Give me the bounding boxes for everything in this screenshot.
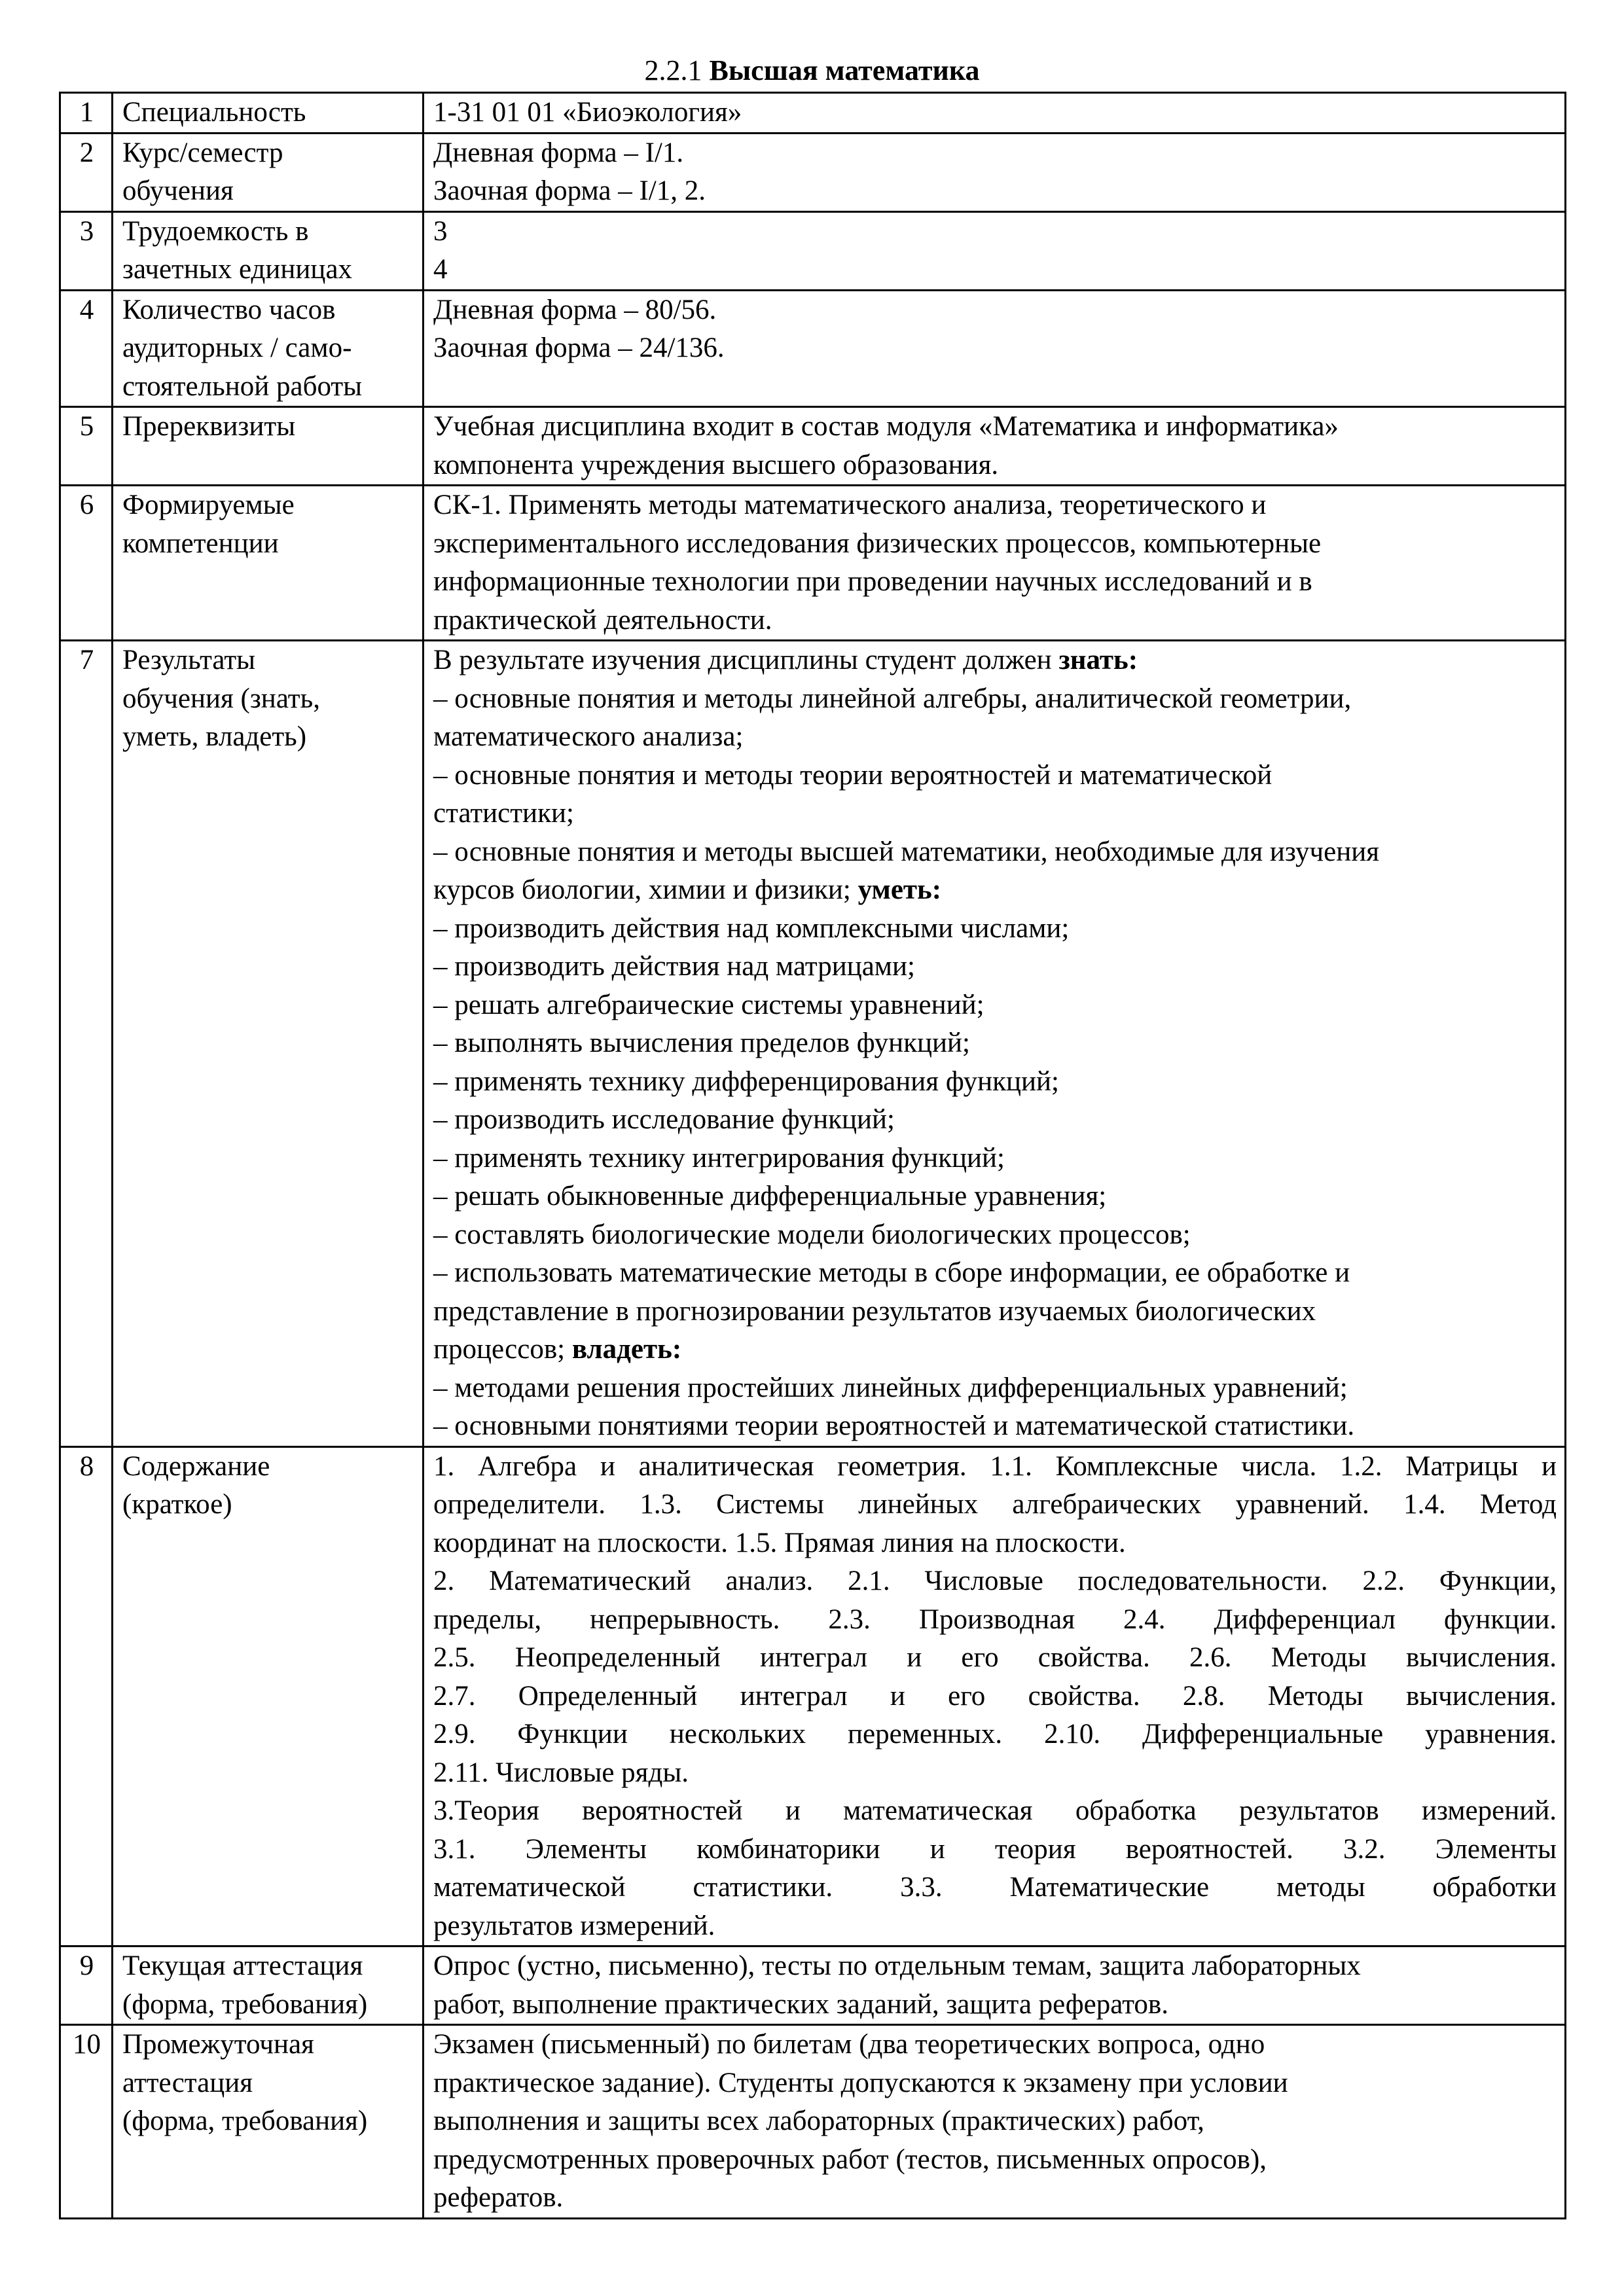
row-label: Специальность [113, 93, 424, 134]
table-row [60, 93, 1566, 134]
row-number: 7 [60, 641, 113, 1447]
table-row [60, 1946, 1566, 2025]
row-content: Опрос (устно, письменно), тесты по отдельным темам, защита лабораторных работ, выполнение практических заданий, защита рефератов. [424, 1946, 1566, 2025]
row-content: СК-1. Применять методы математического анализа, теоретического и экспериментального исследования физических процессов, компьютерные информационные технологии при проведении научных исследований и в практической деятельности. [424, 486, 1566, 641]
row-number: 9 [60, 1946, 113, 2025]
row-content: Дневная форма – 80/56. Заочная форма – 24/136. [424, 290, 1566, 407]
row-number: 3 [60, 211, 113, 290]
page-title [0, 54, 1624, 88]
row-label: Текущая аттестация (форма, требования) [113, 1946, 424, 2025]
row-content: Экзамен (письменный) по билетам (два теоретических вопроса, одно практическое задание). Студенты допускаются к экзамену при условии выполнения и защиты всех лабораторных (практических) работ, предусмотренных проверочных работ (тестов, письменных опросов), рефератов. [424, 2025, 1566, 2219]
table-row [60, 133, 1566, 211]
row-number: 1 [60, 93, 113, 134]
title-number: 2.2.1 [644, 54, 702, 86]
row-label: Курс/семестр обучения [113, 133, 424, 211]
row-label: Формируемые компетенции [113, 486, 424, 641]
row-content: 3 4 [424, 211, 1566, 290]
row-label: Пререквизиты [113, 407, 424, 486]
row-number: 2 [60, 133, 113, 211]
row-number: 8 [60, 1446, 113, 1946]
row-label: Количество часов аудиторных / само- стоятельной работы [113, 290, 424, 407]
row-number: 4 [60, 290, 113, 407]
row-content: 1-31 01 01 «Биоэкология» [424, 93, 1566, 134]
row-content: Учебная дисциплина входит в состав модуля «Математика и информатика» компонента учреждения высшего образования. [424, 407, 1566, 486]
row-label: Промежуточная аттестация (форма, требования) [113, 2025, 424, 2219]
row-number: 5 [60, 407, 113, 486]
row-content: Дневная форма – I/1. Заочная форма – I/1, 2. [424, 133, 1566, 211]
row-label: Трудоемкость в зачетных единицах [113, 211, 424, 290]
table-row [60, 486, 1566, 641]
row-number: 10 [60, 2025, 113, 2219]
row-content: В результате изучения дисциплины студент должен знать: – основные понятия и методы линейной алгебры, аналитической геометрии, математического анализа; – основные понятия и методы теории вероятностей и математической статистики; – основные понятия и методы высшей математики, необходимые для изучения курсов биологии, химии и физики; уметь: – производить действия над комплексными числами; – производить действия над матрицами; – решать алгебраические системы уравнений; – выполнять вычисления пределов функций; – применять технику дифференцирования функций; – производить исследование функций; – применять технику интегрирования функций; – решать обыкновенные дифференциальные уравнения; – составлять биологические модели биологических процессов; – использовать математические методы в сборе информации, ее обработке и представление в прогнозировании результатов изучаемых биологических процессов; владеть: – методами решения простейших линейных дифференциальных уравнений; – основными понятиями теории вероятностей и математической статистики. [424, 641, 1566, 1447]
table-row [60, 211, 1566, 290]
row-label: Результаты обучения (знать, уметь, владеть) [113, 641, 424, 1447]
table-row [60, 407, 1566, 486]
table-row [60, 2025, 1566, 2219]
specification-table [59, 92, 1566, 2219]
row-content: 1. Алгебра и аналитическая геометрия. 1.1. Комплексные числа. 1.2. Матрицы и определители. 1.3. Системы линейных алгебраических уравнений. 1.4. Метод координат на плоскости. 1.5. Прямая линия на плоскости. 2. Математический анализ. 2.1. Числовые последовательности. 2.2. Функции, пределы, непрерывность. 2.3. Производная 2.4. Дифференциал функции. 2.5. Неопределенный интеграл и его свойства. 2.6. Методы вычисления. 2.7. Определенный интеграл и его свойства. 2.8. Методы вычисления. 2.9. Функции нескольких переменных. 2.10. Дифференциальные уравнения. 2.11. Числовые ряды. 3.Теория вероятностей и математическая обработка результатов измерений. 3.1. Элементы комбинаторики и теория вероятностей. 3.2. Элементы математической статистики. 3.3. Математические методы обработки результатов измерений. [424, 1446, 1566, 1946]
keyword-master: владеть: [571, 1334, 682, 1365]
row-number: 6 [60, 486, 113, 641]
keyword-can: уметь: [857, 874, 942, 905]
table-row [60, 290, 1566, 407]
keyword-know: знать: [1058, 645, 1138, 675]
table-row [60, 1446, 1566, 1946]
title-text: Высшая математика [709, 54, 980, 86]
row-label: Содержание (краткое) [113, 1446, 424, 1946]
table-row [60, 641, 1566, 1447]
